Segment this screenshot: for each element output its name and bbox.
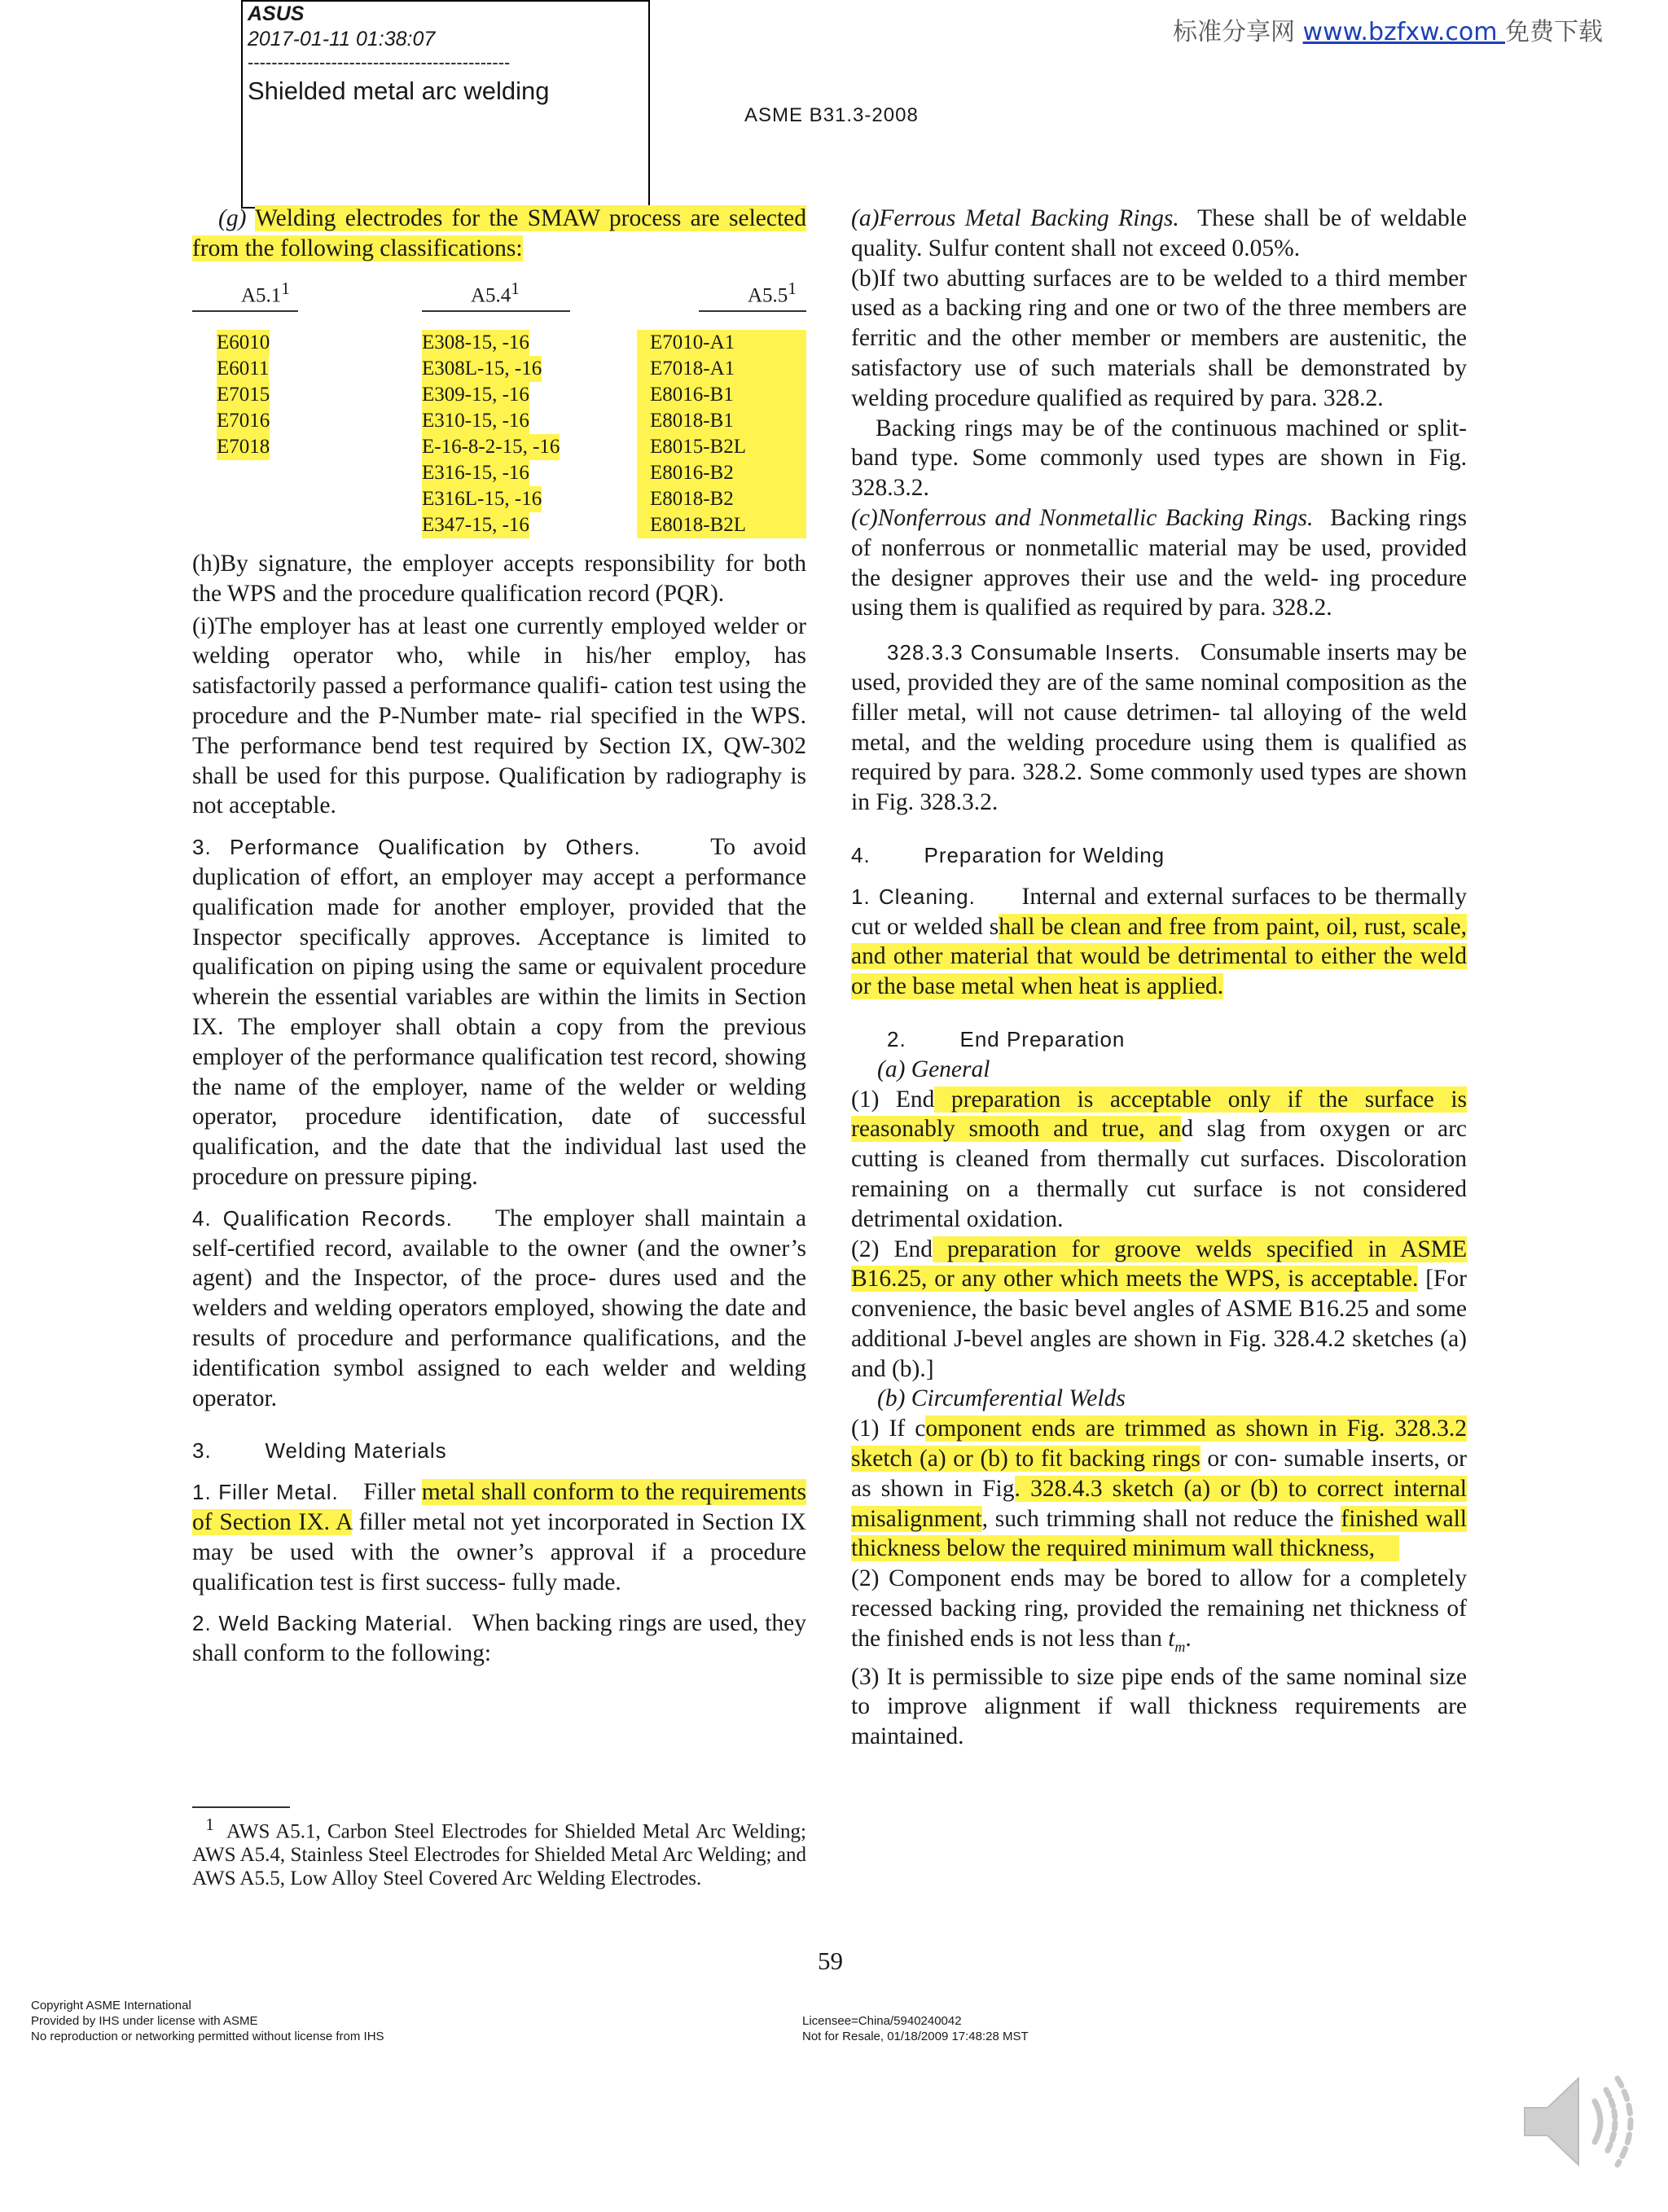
section-heading: 1. Filler Metal.	[192, 1480, 339, 1505]
para-circ-1: (1) If component ends are trimmed as shown in Fig. 328.3.2 sketch (a) or (b) to fit backing rings or con- sumable inserts, or as shown in Fig. 328.4.3 sketch (a) or (b) to correct internal misalignment, such trimming shall not reduce the finished wall thickness below the required minimum wall thickness,	[851, 1415, 1467, 1562]
table-col-a55	[650, 275, 806, 538]
table-cell: E310-15, -16	[422, 408, 529, 434]
heading-welding-materials: 3. Welding Materials	[192, 1438, 447, 1464]
para-backing-types: Backing rings may be of the continuous machined or split-band type. Some commonly used types are shown in Fig. 328.3.2.	[851, 415, 1467, 502]
para-g-text: Welding electrodes for the SMAW process are selected from the following classifications:	[192, 205, 807, 261]
page-number: 59	[818, 1946, 843, 1975]
table-cell: E8015-B2L	[650, 436, 747, 459]
table-cell: E8018-B2L	[650, 514, 747, 537]
footnote-rule	[192, 1806, 290, 1808]
document-code: ASME B31.3-2008	[744, 104, 919, 126]
section-heading: 1. Cleaning.	[851, 884, 976, 909]
table-header: $A5.5^1$	[699, 275, 806, 312]
table-cell: E347-15, -16	[422, 512, 529, 538]
table-cell: E8016-B2	[650, 462, 734, 485]
table-cell: E7018-A1	[650, 358, 735, 380]
table-col-a54	[422, 275, 570, 538]
heading-end-preparation: 2. End Preparation	[887, 1026, 1126, 1051]
table-cell: E7015	[217, 382, 270, 408]
annotation-divider: --------------------------------------------	[248, 52, 511, 72]
table-cell: E308L-15, -16	[422, 356, 542, 382]
speaker-volume-icon[interactable]	[1515, 2061, 1645, 2183]
label-circumferential: (b) Circumferential Welds	[877, 1385, 1126, 1412]
para-g-label: (g)	[218, 205, 247, 231]
table-cell: E7018	[217, 434, 270, 460]
para-g	[192, 204, 806, 264]
table-cell: E308-15, -16	[422, 330, 529, 356]
table-cell: E309-15, -16	[422, 382, 529, 408]
table-col-a51	[192, 275, 298, 460]
watermark-suffix: 免费下载	[1504, 18, 1603, 46]
table-cell: E8018-B2	[650, 488, 734, 511]
section-heading: 328.3.3 Consumable Inserts.	[887, 640, 1181, 665]
watermark-link[interactable]: www.bzfxw.com	[1302, 18, 1505, 46]
section-heading: 3. Performance Qualification by Others.	[192, 835, 641, 860]
para-h: (h)By signature, the employer accepts responsibility for both the WPS and the procedure qualification record (PQR).	[192, 551, 806, 607]
annotation-note[interactable]	[241, 0, 650, 208]
para-circ-2: (2) Component ends may be bored to allow for a completely recessed backing ring, provided the remaining net thickness of the finished ends is not less than $t_m$.	[851, 1565, 1467, 1655]
footnote: $^1$ AWS A5.1, Carbon Steel Electrodes for Shielded Metal Arc Welding; AWS A5.4, Stainless Steel Electrodes for Shielded Metal Arc Welding; and AWS A5.5, Low Alloy Steel Covered Arc Welding Electrodes.	[192, 1815, 806, 1890]
para-nonferrous-backing: (c)Nonferrous and Nonmetallic Backing Rings. Backing rings of nonferrous or nonmetallic material may be used, provided the designer approves their use and the weld- ing procedure using them is qualified as required by para. 328.2.	[851, 504, 1467, 621]
footer-right: Licensee=China/5940240042 Not for Resale, 01/18/2009 17:48:28 MST	[802, 2014, 1029, 2043]
table-cell: E8016-B1	[650, 384, 734, 406]
section-consumable-inserts: 328.3.3 Consumable Inserts. Consumable inserts may be used, provided they are of the same nominal composition as the filler metal, will not cause detrimen- tal alloying of the weld metal, and the welding procedure using them is qualified as required by para. 328.2. Some commonly used types are shown in Fig. 328.3.2.	[851, 639, 1468, 816]
para-end-prep-1: (1) End preparation is acceptable only if the surface is reasonably smooth and true, and slag from oxygen or arc cutting is cleaned from thermally cut surfaces. Discoloration remaining on a thermally cut surface is not considered detrimental oxidation.	[851, 1086, 1468, 1232]
annotation-author: ASUS	[248, 2, 305, 25]
electrode-table	[192, 275, 806, 544]
table-cell: E7016	[217, 408, 270, 434]
table-cell: E316L-15, -16	[422, 486, 542, 512]
left-column	[192, 549, 806, 1669]
watermark-prefix: 标准分享网	[1173, 18, 1303, 46]
annotation-timestamp: 2017-01-11 01:38:07	[248, 28, 436, 50]
table-cell: E6011	[217, 356, 269, 382]
section-heading: 2. Weld Backing Material.	[192, 1611, 454, 1636]
annotation-text: Shielded metal arc welding	[248, 77, 550, 105]
table-header: $A5.4^1$	[422, 275, 570, 312]
label-general: (a) General	[877, 1056, 990, 1082]
section-filler-metal: 1. Filler Metal. Filler metal shall conform to the requirements of Section IX. A filler metal not yet incorporated in Section IX may be used with the owner’s approval if a procedure qualification test is first success- fully made.	[192, 1479, 806, 1595]
para-i: (i)The employer has at least one currently employed welder or welding operator who, while in his/her employ, has satisfactorily passed a performance qualifi- cation test using the procedure and the P-Number mate- rial specified in the WPS. The performance bend test required by Section IX, QW-302 shall be used for this purpose. Qualification by radiography is not acceptable.	[192, 612, 806, 819]
right-column	[851, 204, 1467, 1752]
section-heading: 4. Qualification Records.	[192, 1205, 453, 1231]
table-cell: E8018-B1	[650, 410, 734, 432]
table-cell: E-16-8-2-15, -16	[422, 434, 560, 460]
para-end-prep-2: (2) End preparation for groove welds specified in ASME B16.25, or any other which meets the WPS, is acceptable. [For convenience, the basic bevel angles of ASME B16.25 and some additional J-bevel angles are shown in Fig. 328.4.2 sketches (a) and (b).]	[851, 1235, 1467, 1382]
table-cell: E7010-A1	[650, 331, 735, 354]
para-circ-3: (3) It is permissible to size pipe ends of the same nominal size to improve alignment if wall thickness requirements are maintained.	[851, 1663, 1467, 1750]
section-performance-qualification: 3. Performance Qualification by Others. To avoid duplication of effort, an employer may accept a performance qualification made for another employer, provided that the Inspector specifically approves. Acceptance is limited to qualification on piping using the same or equivalent procedure wherein the essential variables are within the limits in Section IX. The employer shall obtain a copy from the previous employer of the performance qualification test record, showing the name of the employer, name of the welder or welding operator, procedure identification, date of successful qualification, and the date that the individual last used the procedure on pressure piping.	[192, 834, 807, 1190]
table-header: $A5.1^1$	[192, 275, 298, 312]
table-cell: E6010	[217, 330, 270, 356]
section-qualification-records: 4. Qualification Records. The employer shall maintain a self-certified record, available to the owner (and the owner’s agent) and the Inspector, of the proce- dures used and the welders and welding operators employed, showing the date and results of procedure and performance qualifications, and the identification symbol assigned to each welder and welding operator.	[192, 1205, 807, 1411]
heading-preparation-for-welding: 4. Preparation for Welding	[851, 842, 1165, 867]
para-abutting: (b)If two abutting surfaces are to be welded to a third member used as a backing ring and one or two of the three members are ferritic and the other member or members are austenitic, the satisfactory use of such materials shall be demonstrated by welding procedure qualified as required by para. 328.2.	[851, 265, 1467, 411]
watermark	[1173, 11, 1603, 47]
table-cell: E316-15, -16	[422, 460, 529, 486]
section-cleaning: 1. Cleaning. Internal and external surfaces to be thermally cut or welded shall be clean and free from paint, oil, rust, scale, and other material that would be detrimental to either the weld or the base metal when heat is applied.	[851, 883, 1468, 1000]
section-weld-backing: 2. Weld Backing Material. When backing rings are used, they shall conform to the following:	[192, 1610, 806, 1667]
footer-left: Copyright ASME International Provided by IHS under license with ASME No reproduction or networking permitted without license from IHS	[31, 1999, 384, 2043]
para-ferrous-backing: (a)Ferrous Metal Backing Rings. These shall be of weldable quality. Sulfur content shall not exceed 0.05%.	[851, 205, 1468, 261]
